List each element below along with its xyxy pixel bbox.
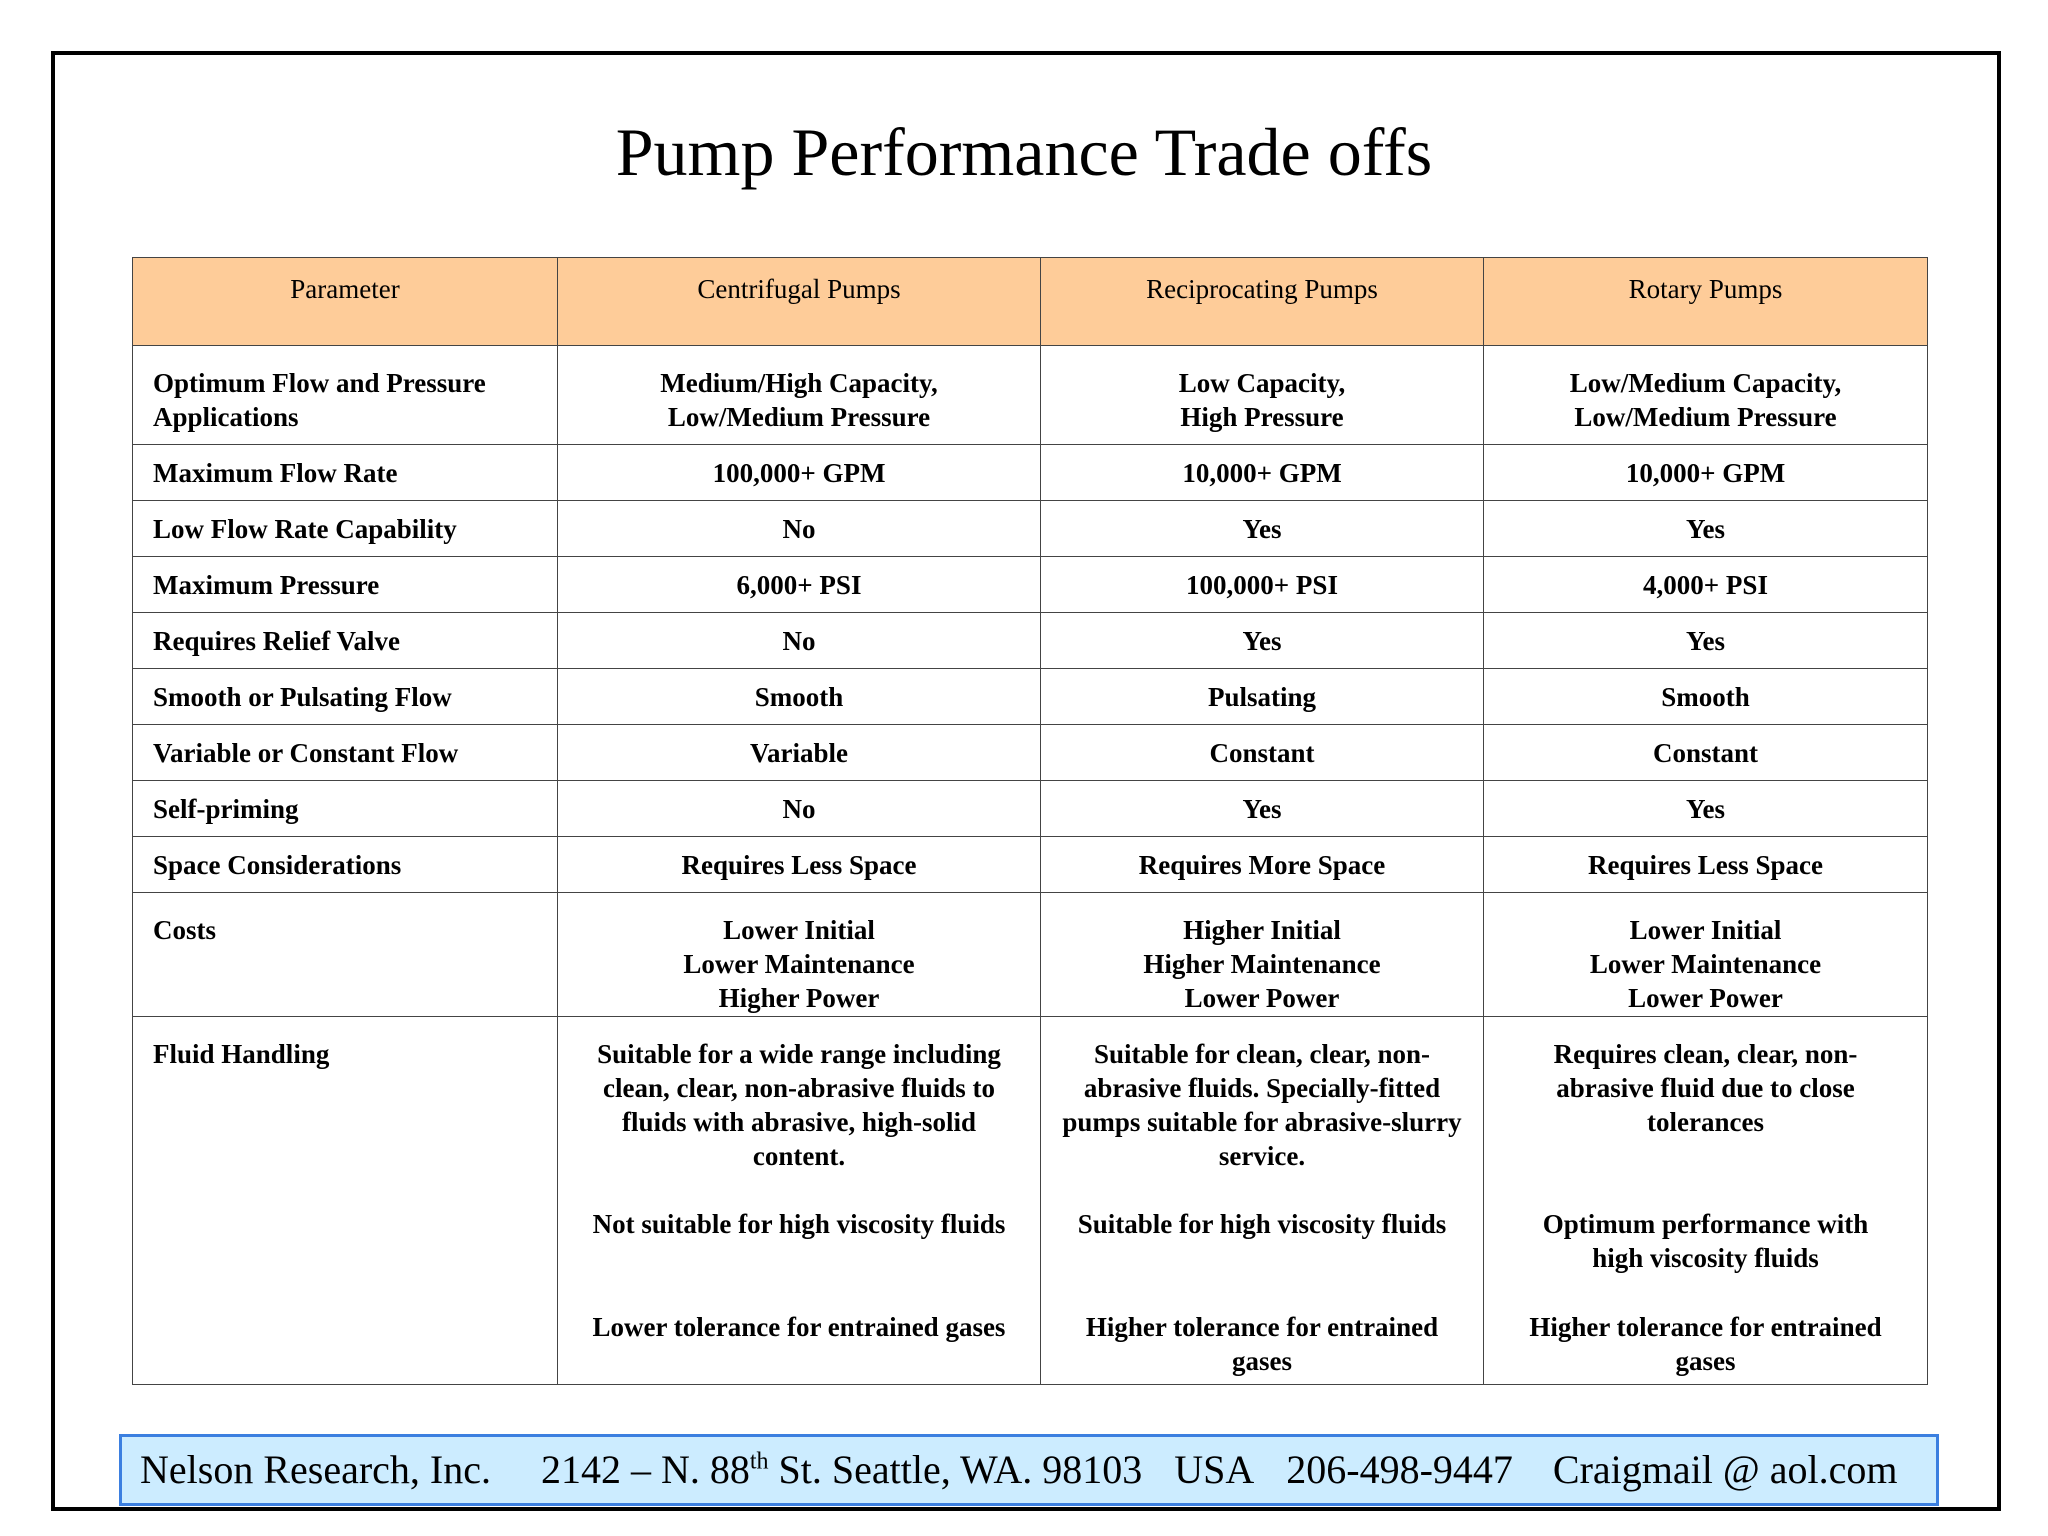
table-row <box>133 669 1928 725</box>
cell-centrifugal: 6,000+ PSI <box>558 557 1041 613</box>
table-row <box>133 557 1928 613</box>
row-label: Fluid Handling <box>133 1017 558 1385</box>
footer-street-number: 2142 – N. 88 <box>540 1447 750 1492</box>
header-rotary: Rotary Pumps <box>1484 258 1928 346</box>
row-label: Variable or Constant Flow <box>133 725 558 781</box>
cell-reciprocating: Yes <box>1041 781 1484 837</box>
page-title: Pump Performance Trade offs <box>615 114 1433 190</box>
footer-email[interactable]: Craigmail @ aol.com <box>1552 1447 1898 1492</box>
header-reciprocating: Reciprocating Pumps <box>1041 258 1484 346</box>
cell-reciprocating: Constant <box>1041 725 1484 781</box>
header-parameter: Parameter <box>133 258 558 346</box>
cell-centrifugal: Medium/High Capacity, Low/Medium Pressure <box>558 346 1041 445</box>
trade-off-table <box>132 257 1928 1385</box>
table-row <box>133 346 1928 445</box>
cell-rotary: Low/Medium Capacity, Low/Medium Pressure <box>1484 346 1928 445</box>
cell-centrifugal: Smooth <box>558 669 1041 725</box>
cell-centrifugal: No <box>558 501 1041 557</box>
cell-centrifugal: Requires Less Space <box>558 837 1041 893</box>
row-label: Space Considerations <box>133 837 558 893</box>
cell-rotary: Requires clean, clear, non-abrasive fluid due to close tolerances Optimum performance with high viscosity fluids Higher tolerance for entrained gases <box>1484 1017 1928 1385</box>
table-row <box>133 893 1928 1017</box>
cell-rotary: Constant <box>1484 725 1928 781</box>
cell-centrifugal: Variable <box>558 725 1041 781</box>
table-row <box>133 1017 1928 1385</box>
cell-rotary: Yes <box>1484 781 1928 837</box>
table-row <box>133 613 1928 669</box>
row-label: Maximum Flow Rate <box>133 445 558 501</box>
cell-rotary: Yes <box>1484 501 1928 557</box>
table-row <box>133 501 1928 557</box>
cell-reciprocating: 100,000+ PSI <box>1041 557 1484 613</box>
cell-rotary: Smooth <box>1484 669 1928 725</box>
cell-reciprocating: Yes <box>1041 501 1484 557</box>
cell-centrifugal: Lower Initial Lower Maintenance Higher Power <box>558 893 1041 1017</box>
cell-reciprocating: Higher Initial Higher Maintenance Lower Power <box>1041 893 1484 1017</box>
row-label: Smooth or Pulsating Flow <box>133 669 558 725</box>
table-row <box>133 725 1928 781</box>
footer-street-suffix: th <box>749 1448 769 1475</box>
cell-reciprocating: 10,000+ GPM <box>1041 445 1484 501</box>
row-label: Self-priming <box>133 781 558 837</box>
cell-rotary: Yes <box>1484 613 1928 669</box>
cell-rotary: 4,000+ PSI <box>1484 557 1928 613</box>
cell-rotary: Requires Less Space <box>1484 837 1928 893</box>
table-header-row <box>133 258 1928 346</box>
cell-rotary: 10,000+ GPM <box>1484 445 1928 501</box>
cell-rotary: Lower Initial Lower Maintenance Lower Power <box>1484 893 1928 1017</box>
row-label: Optimum Flow and Pressure Applications <box>133 346 558 445</box>
row-label: Maximum Pressure <box>133 557 558 613</box>
cell-reciprocating: Suitable for clean, clear, non-abrasive fluids. Specially-fitted pumps suitable for abrasive-slurry service. Suitable for high viscosity fluids Higher tolerance for entrained gases <box>1041 1017 1484 1385</box>
cell-reciprocating: Yes <box>1041 613 1484 669</box>
table-row <box>133 781 1928 837</box>
table-row <box>133 445 1928 501</box>
cell-centrifugal: No <box>558 781 1041 837</box>
cell-centrifugal: No <box>558 613 1041 669</box>
footer-street: St. Seattle, WA. 98103 <box>768 1447 1143 1492</box>
row-label: Low Flow Rate Capability <box>133 501 558 557</box>
cell-centrifugal: 100,000+ GPM <box>558 445 1041 501</box>
row-label: Requires Relief Valve <box>133 613 558 669</box>
footer-company: Nelson Research, Inc. <box>140 1447 491 1492</box>
header-centrifugal: Centrifugal Pumps <box>558 258 1041 346</box>
cell-reciprocating: Pulsating <box>1041 669 1484 725</box>
cell-reciprocating: Low Capacity, High Pressure <box>1041 346 1484 445</box>
row-label: Costs <box>133 893 558 1017</box>
cell-centrifugal: Suitable for a wide range including clean, clear, non-abrasive fluids to fluids with abrasive, high-solid content. Not suitable for high viscosity fluids Lower tolerance for entrained gases <box>558 1017 1041 1385</box>
contact-footer <box>119 1434 1939 1506</box>
cell-reciprocating: Requires More Space <box>1041 837 1484 893</box>
footer-country: USA <box>1174 1447 1255 1492</box>
table-row <box>133 837 1928 893</box>
footer-phone: 206-498-9447 <box>1286 1447 1513 1492</box>
